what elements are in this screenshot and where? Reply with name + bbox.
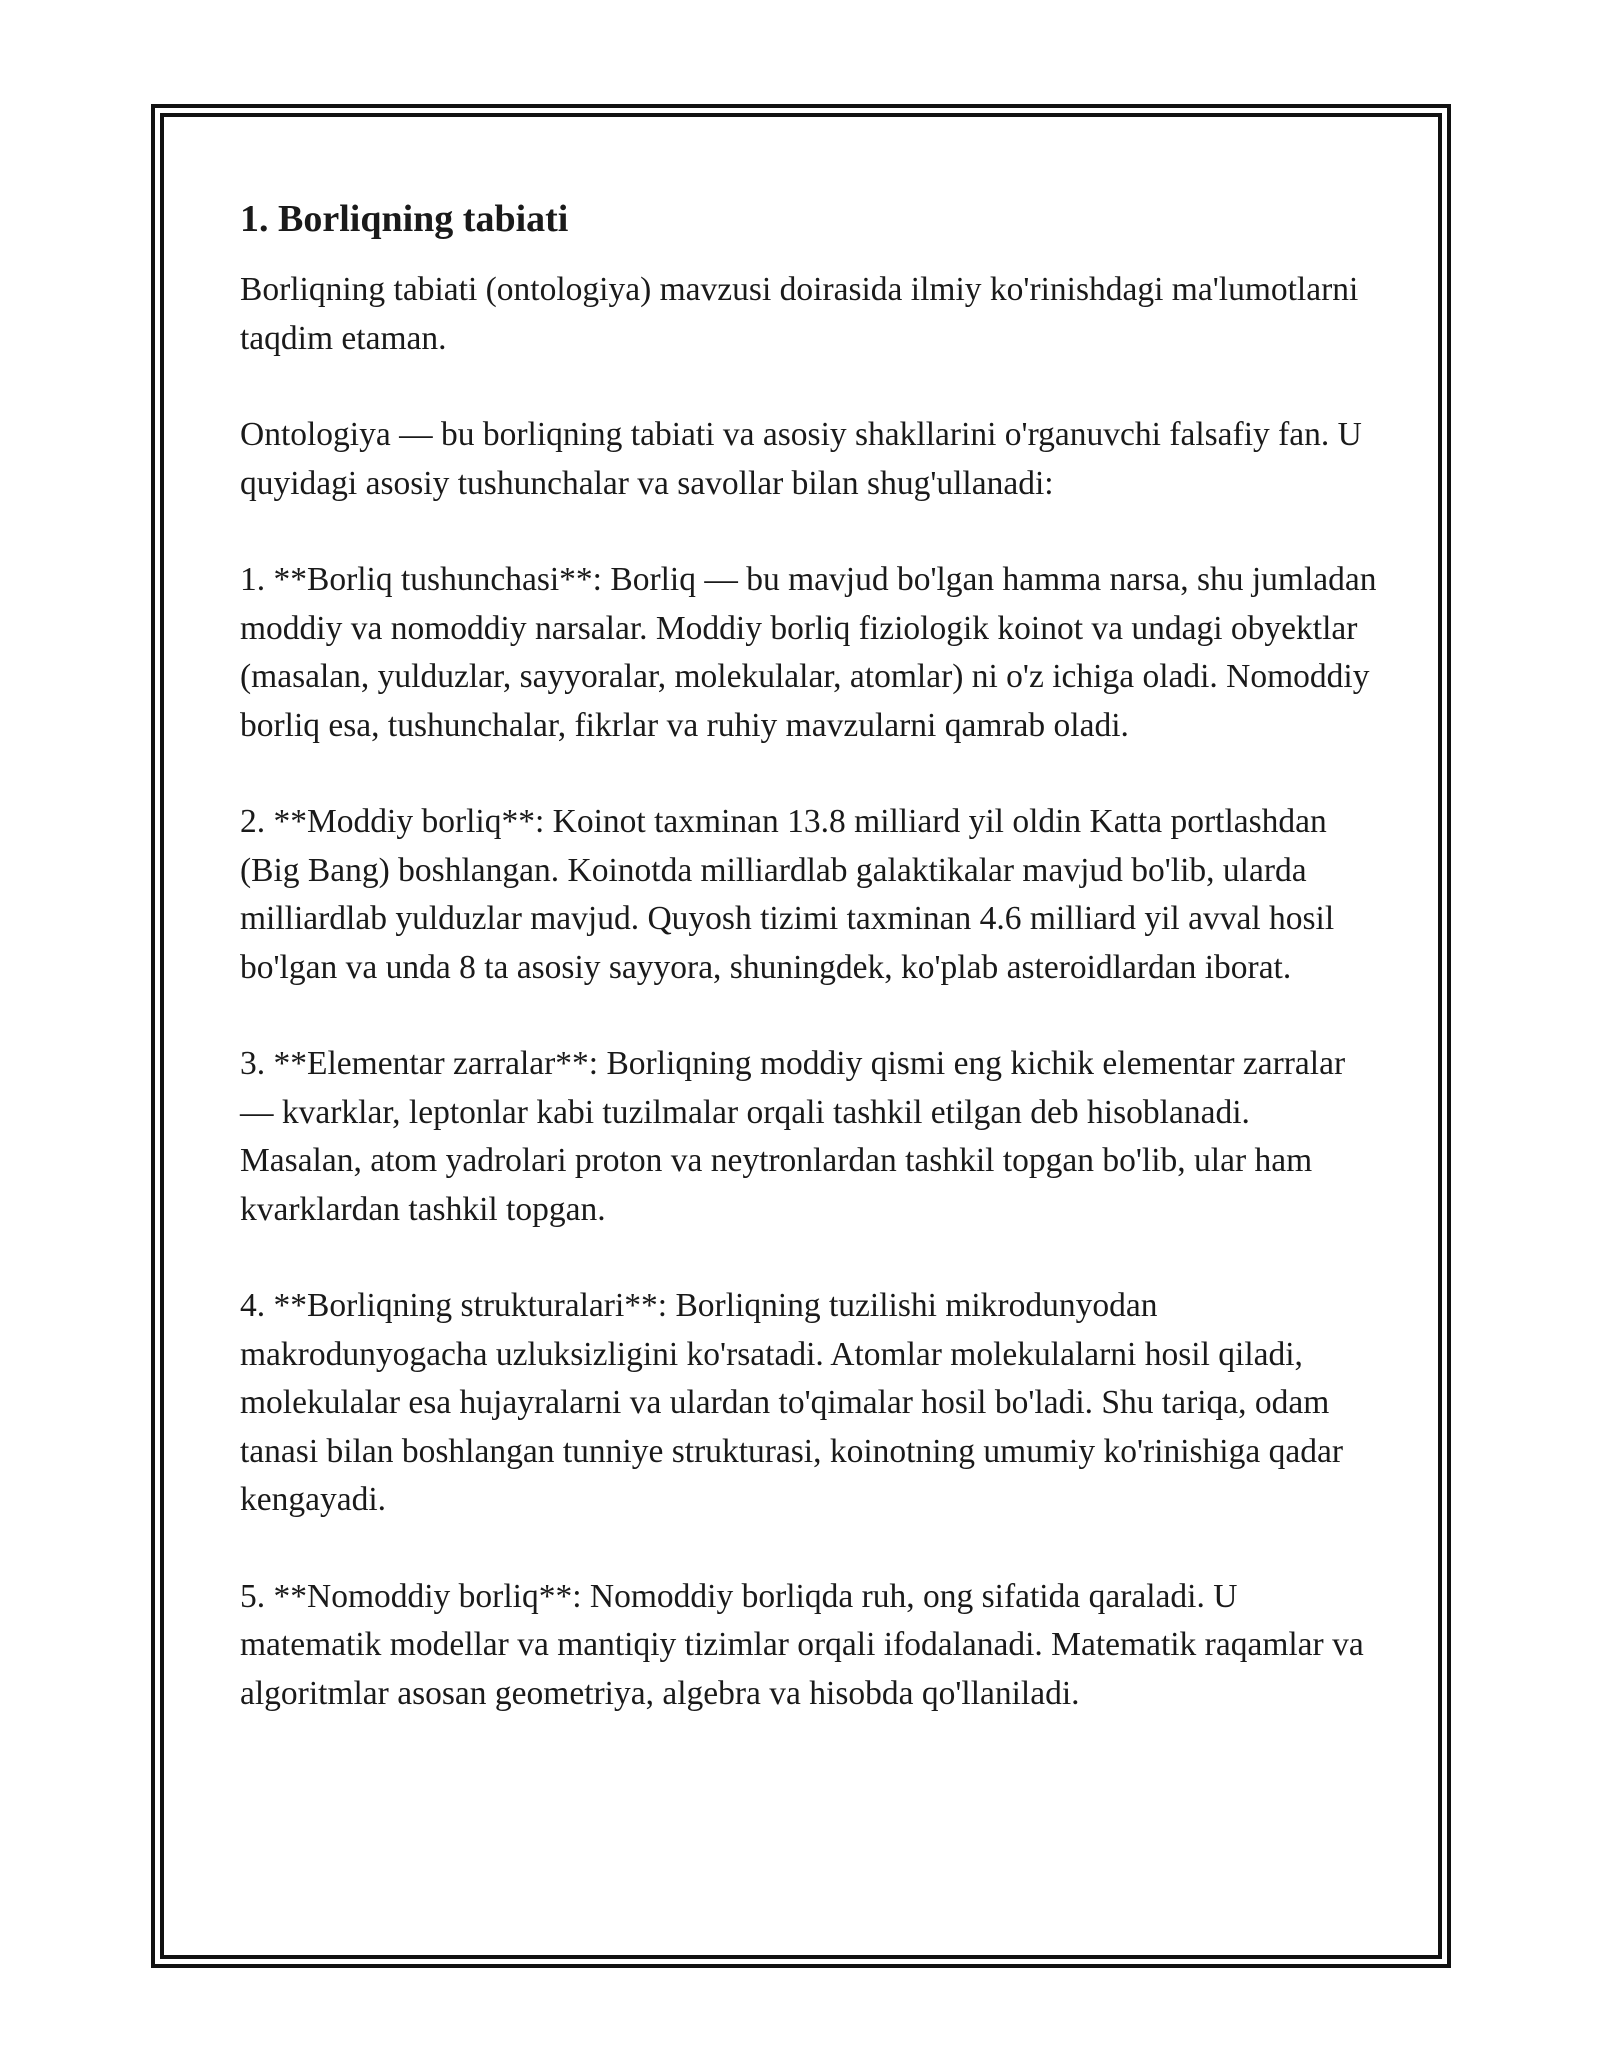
page-border-inner xyxy=(160,113,1442,1959)
paragraph-item-1-borliq-tushunchasi: 1. **Borliq tushunchasi**: Borliq — bu mavjud bo'lgan hamma narsa, shu jumladan moddiy va nomoddiy narsalar. Moddiy borliq fiziologik koinot va undagi obyektlar (masalan, yulduzlar, sayyoralar, molekulalar, atomlar) ni o'z ichiga oladi. Nomoddiy borliq esa, tushunchalar, fikrlar va ruhiy mavzularni qamrab oladi. xyxy=(240,561,1377,744)
paragraph-item-3-elementar-zarralar: 3. **Elementar zarralar**: Borliqning moddiy qismi eng kichik elementar zarralar — kvarklar, leptonlar kabi tuzilmalar orqali tashkil etilgan deb hisoblanadi. Masalan, atom yadrolari proton va neytronlardan tashkil topgan bo'lib, ular ham kvarklardan tashkil topgan. xyxy=(240,1045,1346,1228)
paragraph-item-2-moddiy-borliq: 2. **Moddiy borliq**: Koinot taxminan 13.8 milliard yil oldin Katta portlashdan (Big Bang) boshlangan. Koinotda milliardlab galaktikalar mavjud bo'lib, ularda milliardlab yulduzlar mavjud. Quyosh tizimi taxminan 4.6 milliard yil avval hosil bo'lgan va unda 8 ta asosiy sayyora, shuningdek, ko'plab asteroidlardan iborat. xyxy=(240,803,1335,986)
paragraph-item-4-borliqning-strukturalari: 4. **Borliqning strukturalari**: Borliqning tuzilishi mikrodunyodan makrodunyogacha uzluksizligini ko'rsatadi. Atomlar molekulalarni hosil qiladi, molekulalar esa hujayralarni va ulardan to'qimalar hosil bo'ladi. Shu tariqa, odam tanasi bilan boshlangan tunniye strukturasi, koinotning umumiy ko'rinishiga qadar kengayadi. xyxy=(240,1287,1343,1519)
paragraph-ontology-definition: Ontologiya — bu borliqning tabiati va asosiy shakllarini o'rganuvchi falsafiy fan. U quyidagi asosiy tushunchalar va savollar bilan shug'ullanadi: xyxy=(240,416,1362,502)
paragraph-item-5-nomoddiy-borliq: 5. **Nomoddiy borliq**: Nomoddiy borliqda ruh, ong sifatida qaraladi. U matematik modellar va mantiqiy tizimlar orqali ifodalanadi. Matematik raqamlar va algoritmlar asosan geometriya, algebra va hisobda qo'llaniladi. xyxy=(240,1577,1364,1712)
paragraph-intro: Borliqning tabiati (ontologiya) mavzusi doirasida ilmiy ko'rinishdagi ma'lumotlarni taqdim etaman. xyxy=(240,271,1359,357)
document-content xyxy=(240,195,1380,1766)
document-title: 1. Borliqning tabiati xyxy=(240,198,569,240)
page-border-outer xyxy=(151,104,1451,1968)
